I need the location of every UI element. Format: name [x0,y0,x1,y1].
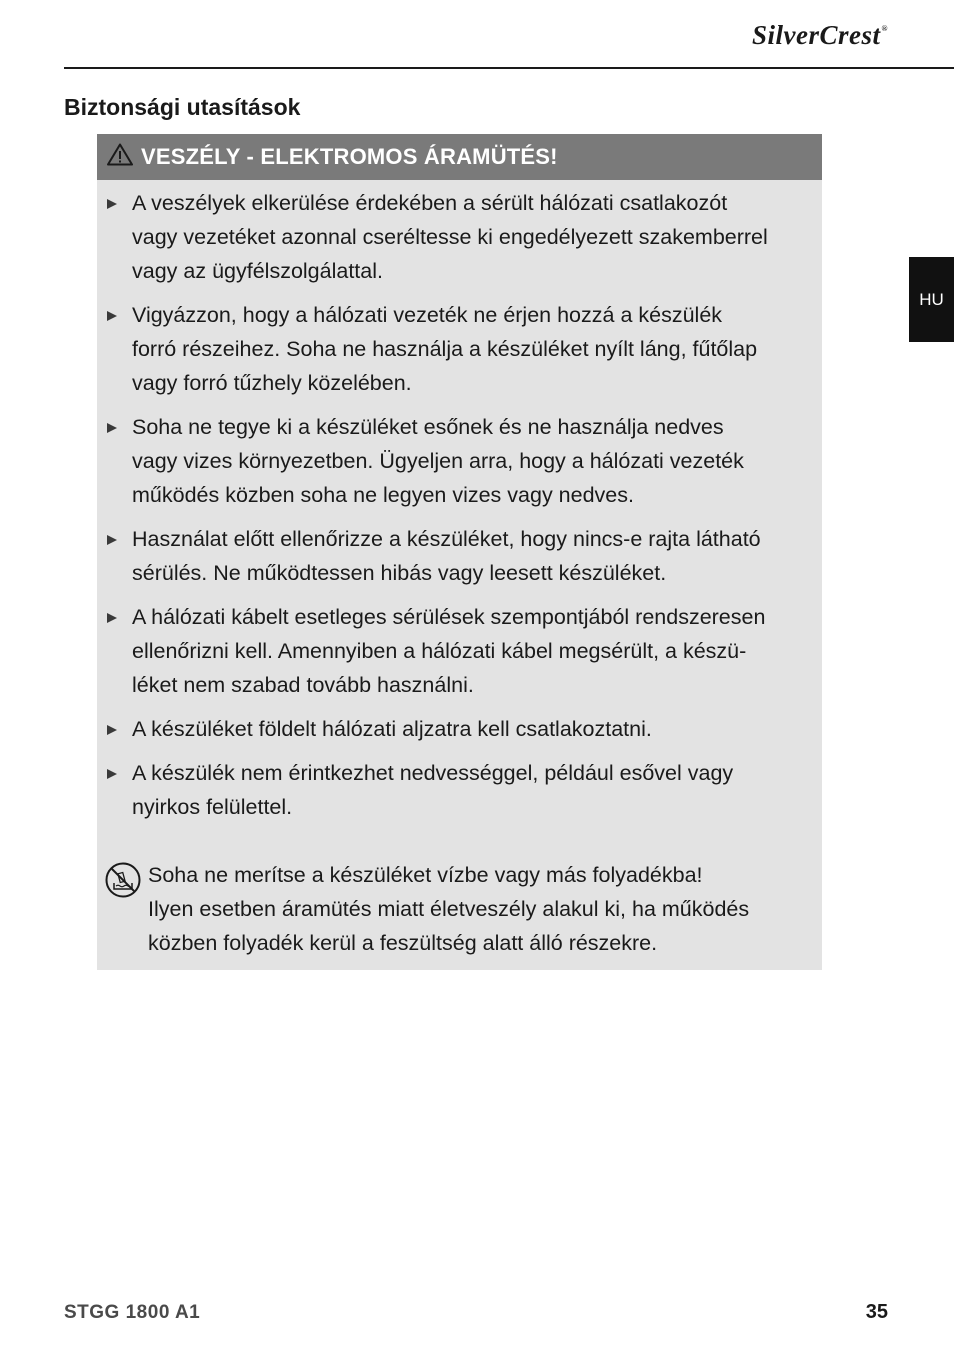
brand-logo: SilverCrest® [752,20,888,50]
list-item-text: Használat előtt ellenőrizze a készüléket, hogy nincs-e rajta látható sérülés. Ne működtessen hibás vagy leesett készüléket. [132,527,761,585]
footer-model-number: STGG 1800 A1 [64,1302,201,1323]
bullet-arrow-icon [107,725,117,735]
danger-warning-box [97,134,822,970]
header-rule [64,67,954,69]
list-item-text: Vigyázzon, hogy a hálózati vezeték ne érjen hozzá a készülék forró részeihez. Soha ne használja a készüléket nyílt láng, fűtőlap vagy forró tűzhely közelében. [132,303,758,395]
no-immersion-icon [105,862,141,903]
bullet-arrow-icon [107,535,117,545]
warning-header [97,134,822,180]
list-item-text: A készüléket földelt hálózati aljzatra kell csatlakoztatni. [132,717,652,741]
warning-triangle-icon [107,143,141,172]
list-item-text: A veszélyek elkerülése érdekében a sérült hálózati csatlakozót vagy vezetéket azonnal cseréltesse ki engedélyezett szakemberrel vagy az ügyfélszolgálattal. [132,191,768,283]
list-item-text: A készülék nem érintkezhet nedvességgel, például esővel vagy nyirkos felülettel. [132,761,734,819]
list-item-text: A hálózati kábelt esetleges sérülések szempontjából rendszeresen ellenőrizni kell. Amennyiben a hálózati kábel megsérült, a készü- léket nem szabad tovább használni. [132,605,766,697]
bullet-arrow-icon [107,769,117,779]
list-item-text: Soha ne tegye ki a készüléket esőnek és ne használja nedves vagy vizes környezetben. Ügyeljen arra, hogy a hálózati vezeték működés közben soha ne legyen vizes vagy nedves. [132,415,744,507]
bullet-arrow-icon [107,423,117,433]
bullet-arrow-icon [107,311,117,321]
no-immersion-text: Soha ne merítse a készüléket vízbe vagy más folyadékba! Ilyen esetben áramütés miatt életveszély alakul ki, ha működés közben folyadék kerül a feszültség alatt álló részekre. [148,863,750,955]
page-number: 35 [865,1301,888,1323]
bullet-arrow-icon [107,199,117,209]
language-tab-label: HU [919,289,944,309]
language-tab [909,257,954,342]
section-title: Biztonsági utasítások [64,94,301,120]
warning-title: VESZÉLY - ELEKTROMOS ÁRAMÜTÉS! [141,144,558,169]
bullet-arrow-icon [107,613,117,623]
